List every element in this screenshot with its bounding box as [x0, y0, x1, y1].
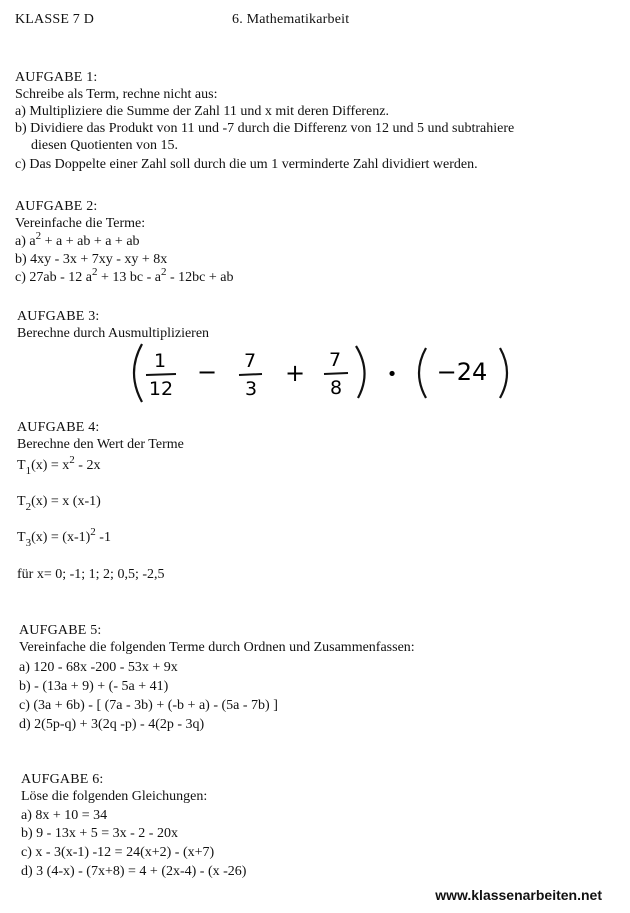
aufgabe1-heading: AUFGABE 1: — [15, 70, 98, 85]
aufgabe5-a: a) 120 - 68x -200 - 53x + 9x — [19, 660, 178, 675]
class-label: KLASSE 7 D — [15, 12, 95, 27]
fraction1-numerator: 1 — [153, 350, 167, 372]
aufgabe4-heading: AUFGABE 4: — [17, 420, 100, 435]
aufgabe5-d: d) 2(5p-q) + 3(2q -p) - 4(2p - 3q) — [19, 717, 205, 732]
aufgabe5-b: b) - (13a + 9) + (- 5a + 41) — [19, 679, 169, 694]
footer-website: www.klassenarbeiten.net — [435, 887, 602, 903]
aufgabe1-b-line1: b) Dividiere das Produkt von 11 und -7 durch die Differenz von 12 und 5 und subtrahiere — [15, 121, 515, 136]
fraction2-denominator: 3 — [244, 378, 258, 400]
term-t3: $T_3(x) = (x-1)^2$ -1 — [17, 526, 111, 549]
aufgabe2-a: a) $a^2 + a$ + ab + a + ab — [15, 230, 140, 249]
aufgabe4-values: für x= 0; -1; 1; 2; 0,5; -2,5 — [17, 567, 165, 582]
aufgabe6-d: d) 3 (4-x) - (7x+8) = 4 + (2x-4) - (x -26) — [21, 864, 247, 879]
fraction2-numerator: 7 — [243, 350, 257, 372]
term-t2: $T_2(x) = x$ (x-1) — [17, 494, 101, 513]
aufgabe6-intro: Löse die folgenden Gleichungen: — [21, 789, 208, 804]
aufgabe2-c: c) 27ab - 12 $a^2 + 13$ bc - $a^2 - 12bc$ + ab — [15, 266, 234, 285]
aufgabe3-intro: Berechne durch Ausmultiplizieren — [17, 326, 210, 341]
multiplication-dot: • — [386, 364, 398, 385]
aufgabe1-a: a) Multipliziere die Summe der Zahl 11 und x mit deren Differenz. — [15, 104, 389, 119]
aufgabe5-intro: Vereinfache die folgenden Terme durch Ordnen und Zusammenfassen: — [19, 640, 415, 655]
aufgabe1-c: c) Das Doppelte einer Zahl soll durch die um 1 verminderte Zahl dividiert werden. — [15, 157, 478, 172]
aufgabe2-intro: Vereinfache die Terme: — [15, 216, 146, 231]
aufgabe6-c: c) x - 3(x-1) -12 = 24(x+2) - (x+7) — [21, 845, 215, 860]
aufgabe2-heading: AUFGABE 2: — [15, 199, 98, 214]
aufgabe4-intro: Berechne den Wert der Terme — [17, 437, 184, 452]
page-title: 6. Mathematikarbeit — [232, 12, 350, 27]
aufgabe6-heading: AUFGABE 6: — [21, 772, 104, 787]
factor-value: −24 — [436, 358, 488, 386]
exponent: 2 — [91, 266, 98, 278]
fraction3-denominator: 8 — [329, 377, 343, 399]
aufgabe6-a: a) 8x + 10 = 34 — [21, 808, 108, 823]
aufgabe3-heading: AUFGABE 3: — [17, 309, 100, 324]
fraction1-denominator: 12 — [148, 378, 174, 400]
minus-sign: − — [196, 358, 218, 386]
fraction3-numerator: 7 — [328, 349, 342, 371]
aufgabe5-c: c) (3a + 6b) - [ (7a - 3b) + (-b + a) - (5a - 7b) ] — [19, 698, 278, 713]
aufgabe1-intro: Schreibe als Term, rechne nicht aus: — [15, 87, 218, 102]
aufgabe5-heading: AUFGABE 5: — [19, 623, 102, 638]
plus-sign: + — [284, 359, 306, 387]
exponent: 2 — [35, 230, 42, 242]
term-t1: $T_1(x) = x^2 - 2x$ — [17, 454, 101, 477]
aufgabe6-b: b) 9 - 13x + 5 = 3x - 2 - 20x — [21, 826, 178, 841]
aufgabe1-b-line2: diesen Quotienten von 15. — [31, 138, 178, 153]
handwritten-expression — [120, 340, 520, 406]
aufgabe2-b: b) 4xy - 3x + 7xy - xy + 8x — [15, 252, 168, 267]
exponent: 2 — [160, 266, 167, 278]
